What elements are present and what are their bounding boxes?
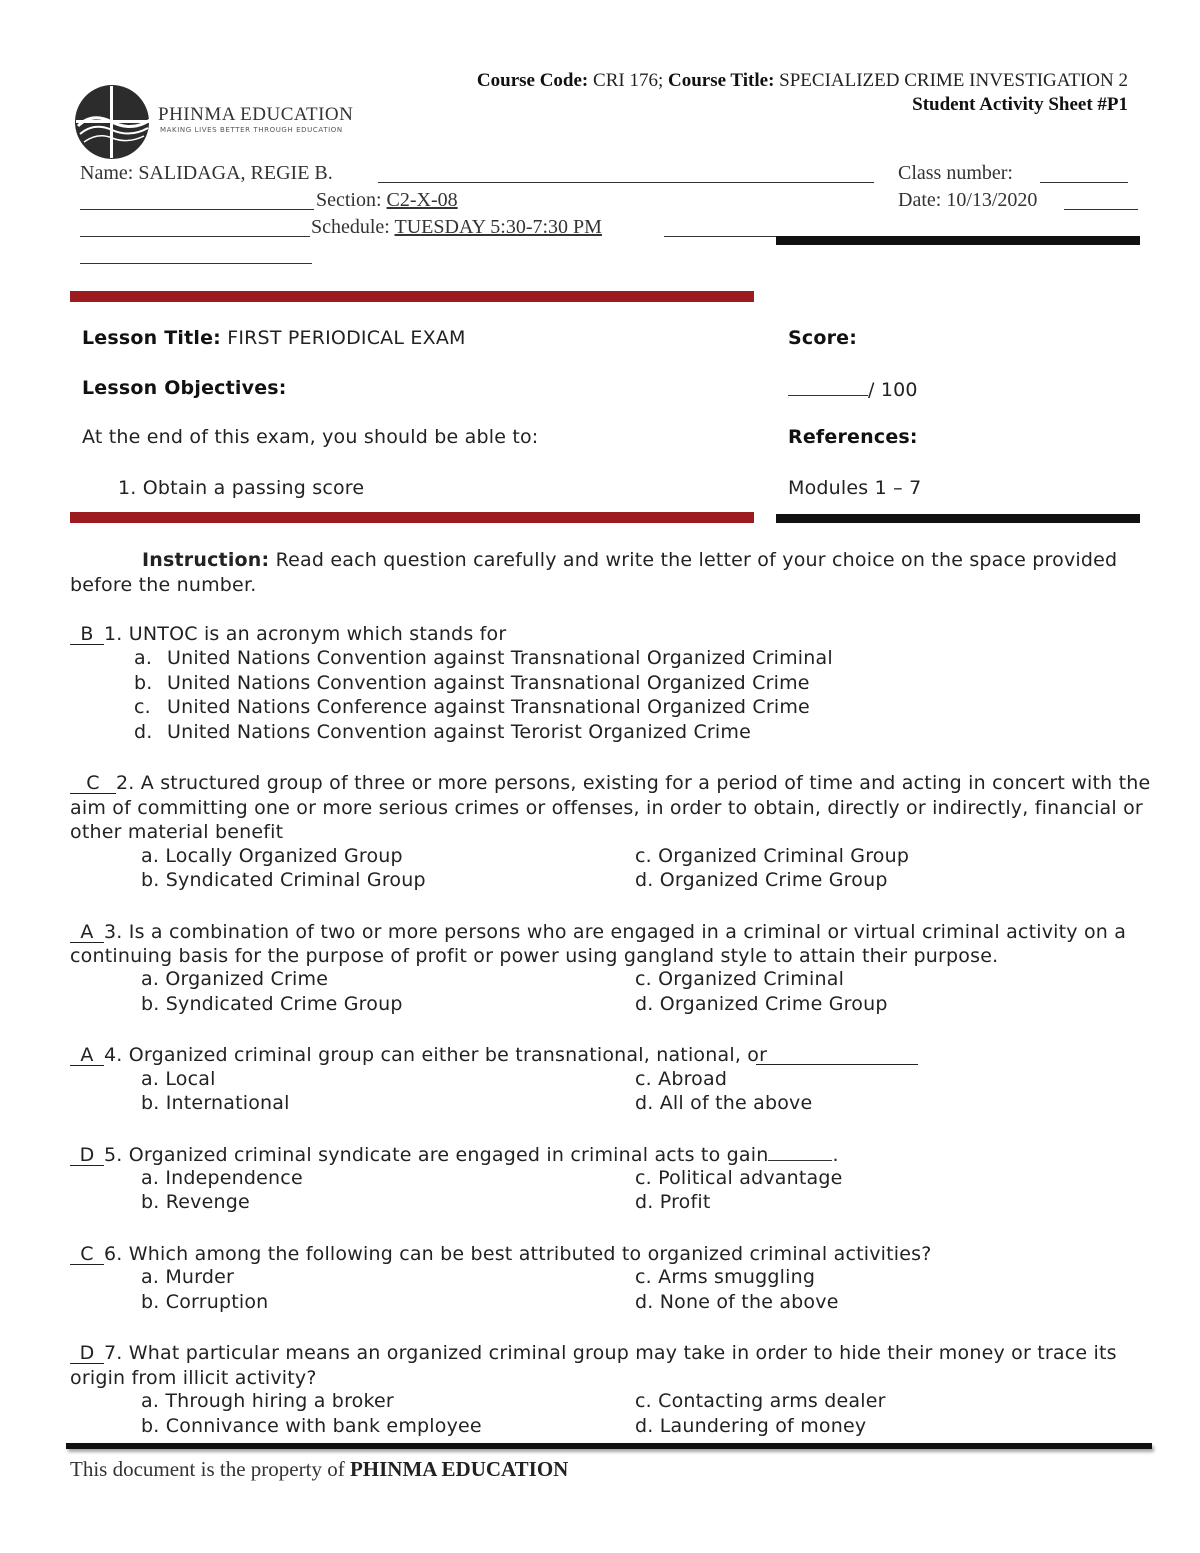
question-4-option-a: a. Local <box>141 1068 216 1090</box>
references-label <box>788 426 918 448</box>
class-number-label: Class number: <box>898 162 1013 184</box>
date-field <box>898 189 1037 212</box>
answer-blank: C <box>70 773 116 794</box>
option-text: United Nations Conference against Transnational Organized Crime <box>167 696 810 718</box>
course-title: SPECIALIZED CRIME INVESTIGATION 2 <box>779 70 1128 91</box>
question-7-option-c: c. Contacting arms dealer <box>635 1390 886 1412</box>
question-6-option-a: a. Murder <box>141 1266 234 1288</box>
question-1-option-c <box>134 696 151 718</box>
score-label <box>788 327 857 349</box>
name-field <box>80 162 333 185</box>
question-4-option-d: d. All of the above <box>635 1092 813 1114</box>
references-value: Modules 1 – 7 <box>788 477 922 499</box>
question-5-fill-blank <box>768 1142 832 1161</box>
answer-blank: A <box>70 1045 104 1066</box>
lesson-title-value: FIRST PERIODICAL EXAM <box>227 327 466 349</box>
blank-line <box>80 236 310 237</box>
question-1-option-a <box>134 647 152 669</box>
question-6-stem <box>70 1242 932 1267</box>
footer-divider <box>66 1443 1152 1449</box>
date-value: 10/13/2020 <box>946 189 1038 211</box>
schedule-value: TUESDAY 5:30-7:30 PM <box>394 216 602 238</box>
course-code-label: Course Code: <box>476 70 589 91</box>
lesson-title <box>82 327 466 349</box>
question-4-fill-blank <box>756 1064 918 1065</box>
references-label-text: References: <box>788 426 918 448</box>
question-4-option-b: b. International <box>141 1092 290 1114</box>
score-field <box>788 377 918 401</box>
answer-blank: B <box>70 624 104 645</box>
lesson-objectives-label <box>82 377 287 399</box>
question-1-stem <box>70 622 506 647</box>
lesson-objective-1: 1. Obtain a passing score <box>118 477 365 499</box>
question-7-option-b: b. Connivance with bank employee <box>141 1415 482 1437</box>
question-3-stem <box>70 920 1126 945</box>
schedule-field <box>311 216 602 239</box>
course-header <box>477 70 1128 92</box>
question-2-line-2: aim of committing one or more serious crimes or offenses, in order to obtain, directly or indirectly, financial or <box>70 797 1143 819</box>
question-5-option-c: c. Political advantage <box>635 1167 843 1189</box>
blank-line <box>80 209 314 210</box>
question-7-option-d: d. Laundering of money <box>635 1415 867 1437</box>
question-text: 5. Organized criminal syndicate are engaged in criminal acts to gain <box>104 1144 769 1166</box>
question-7-option-a: a. Through hiring a broker <box>141 1390 394 1412</box>
question-text: 3. Is a combination of two or more persons who are engaged in a criminal or virtual criminal activity on a <box>104 921 1127 943</box>
question-7-line-2: origin from illicit activity? <box>70 1367 317 1389</box>
instruction-line-2: before the number. <box>70 574 257 596</box>
question-4-option-c: c. Abroad <box>635 1068 728 1090</box>
question-3-line-2: continuing basis for the purpose of profit or power using gangland style to attain their purpose. <box>70 945 999 967</box>
question-2-option-b: b. Syndicated Criminal Group <box>141 869 426 891</box>
question-trail: . <box>832 1144 839 1166</box>
question-3-option-a: a. Organized Crime <box>141 968 329 990</box>
option-letter: b. <box>134 672 153 694</box>
divider-bar-red <box>70 291 754 302</box>
section-value: C2-X-08 <box>386 189 458 211</box>
question-text: 2. A structured group of three or more persons, existing for a period of time and acting in concert with the <box>116 772 1151 794</box>
answer-blank: D <box>70 1145 104 1166</box>
question-2-line-3: other material benefit <box>70 821 284 843</box>
question-2-option-d: d. Organized Crime Group <box>635 869 888 891</box>
question-1-option-d <box>134 721 153 743</box>
question-5-option-a: a. Independence <box>141 1167 303 1189</box>
blank-line <box>80 263 312 264</box>
answer-blank: D <box>70 1343 104 1364</box>
course-title-label: Course Title: <box>667 70 775 91</box>
question-text: 4. Organized criminal group can either be transnational, national, or <box>104 1044 768 1066</box>
question-5-stem <box>70 1142 839 1168</box>
class-number-underline <box>1040 182 1128 183</box>
date-label: Date: <box>898 189 942 211</box>
lesson-intro: At the end of this exam, you should be able to: <box>82 426 539 448</box>
option-letter: a. <box>134 647 153 669</box>
question-5-option-d: d. Profit <box>635 1191 711 1213</box>
divider-bar-red <box>70 512 754 523</box>
question-text: 1. UNTOC is an acronym which stands for <box>104 623 507 645</box>
option-letter: d. <box>134 721 153 743</box>
question-text: 6. Which among the following can be best attributed to organized criminal activities? <box>104 1243 932 1265</box>
name-label: Name: <box>80 162 134 184</box>
course-code: CRI 176; <box>593 70 664 91</box>
question-6-option-b: b. Corruption <box>141 1291 269 1313</box>
question-text: 7. What particular means an organized criminal group may take in order to hide their money or trace its <box>104 1342 1117 1364</box>
divider-bar-black <box>776 236 1140 245</box>
question-3-option-b: b. Syndicated Crime Group <box>141 993 403 1015</box>
phinma-logo <box>72 82 354 162</box>
question-2-option-a: a. Locally Organized Group <box>141 845 403 867</box>
question-2-option-c: c. Organized Criminal Group <box>635 845 910 867</box>
option-text: United Nations Convention against Transnational Organized Criminal <box>167 647 833 669</box>
score-label-text: Score: <box>788 327 858 349</box>
name-underline <box>378 182 874 183</box>
option-text: United Nations Convention against Transnational Organized Crime <box>167 672 810 694</box>
phinma-logo-icon <box>72 82 154 162</box>
section-label: Section: <box>316 189 382 211</box>
question-4-stem <box>70 1043 767 1068</box>
option-letter: c. <box>134 696 151 718</box>
class-number-field <box>898 162 1013 185</box>
lesson-title-label: Lesson Title: <box>82 327 221 349</box>
sheet-title <box>912 94 1128 116</box>
answer-blank: C <box>70 1244 104 1265</box>
section-field <box>316 189 458 212</box>
footer-owner: PHINMA EDUCATION <box>349 1457 569 1481</box>
date-underline <box>1064 209 1138 210</box>
question-6-option-c: c. Arms smuggling <box>635 1266 816 1288</box>
score-total: / 100 <box>868 379 918 401</box>
question-3-option-c: c. Organized Criminal <box>635 968 845 990</box>
name-value: SALIDAGA, REGIE B. <box>138 162 333 184</box>
instruction-label: Instruction: <box>142 549 270 571</box>
footer-text: This document is the property of <box>70 1457 345 1481</box>
option-text: United Nations Convention against Terorist Organized Crime <box>167 721 751 743</box>
footer <box>70 1457 568 1482</box>
question-1-option-b <box>134 672 153 694</box>
lesson-objectives-label-text: Lesson Objectives: <box>82 377 287 399</box>
sheet-title-text: Student Activity Sheet #P1 <box>912 94 1128 115</box>
logo-tagline: MAKING LIVES BETTER THROUGH EDUCATION <box>160 126 343 134</box>
schedule-label: Schedule: <box>311 216 390 238</box>
instruction-text-1: Read each question carefully and write the letter of your choice on the space provided <box>275 549 1118 571</box>
instruction-line-1 <box>142 548 1117 573</box>
question-7-stem <box>70 1341 1117 1366</box>
question-6-option-d: d. None of the above <box>635 1291 839 1313</box>
question-3-option-d: d. Organized Crime Group <box>635 993 888 1015</box>
logo-name: PHINMA EDUCATION <box>158 104 354 125</box>
answer-blank: A <box>70 922 104 943</box>
divider-bar-black <box>776 514 1140 523</box>
question-2-stem <box>70 771 1150 796</box>
score-blank <box>788 377 868 396</box>
question-5-option-b: b. Revenge <box>141 1191 250 1213</box>
